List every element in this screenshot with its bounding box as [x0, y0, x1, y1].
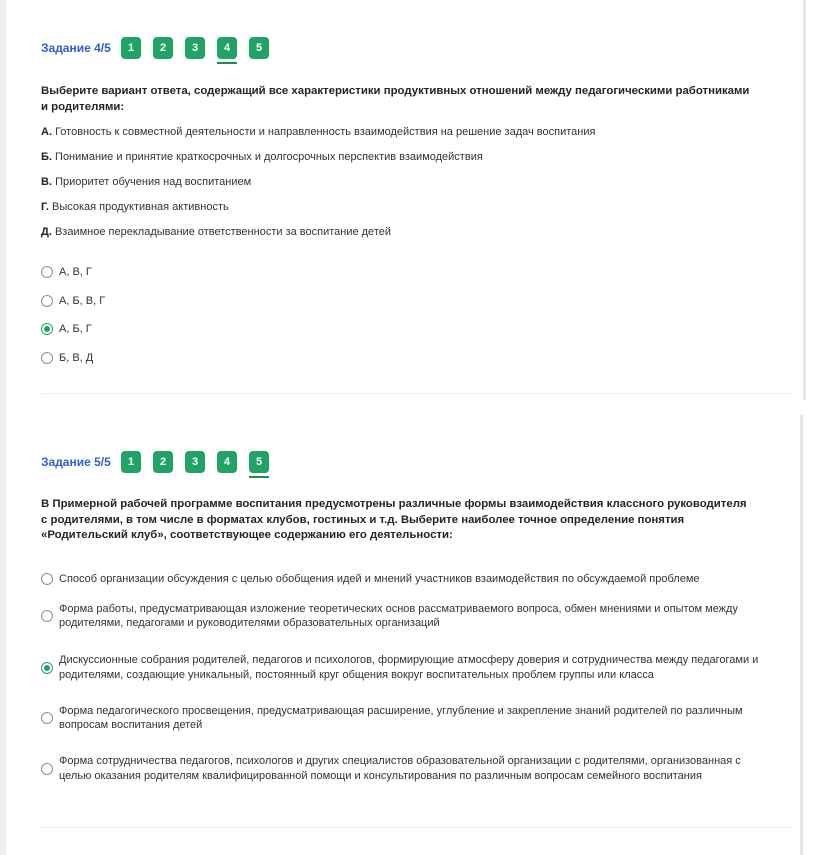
radio-button[interactable] — [41, 712, 53, 724]
radio-button[interactable] — [41, 610, 53, 622]
answer-option[interactable]: Дискуссионные собрания родителей, педагогов и психологов, формирующие атмосферу доверия и сотрудничества между педагогами и родителями, создающие уникальный, постоянный круг общения вокруг воспитательных проблем группы или класса — [41, 644, 761, 691]
radio-button[interactable] — [41, 573, 53, 585]
radio-button[interactable] — [41, 266, 53, 278]
question-nav-3[interactable]: 3 — [185, 37, 205, 59]
statement-item: В. Приоритет обучения над воспитанием — [41, 176, 252, 188]
answer-option[interactable]: Форма сотрудничества педагогов, психологов и других специалистов образовательной организации с родителями, организованная с целью оказания родителям квалифицированной помощи и консультирования по различным вопросам семейного воспитания — [41, 745, 761, 792]
statement-item: Б. Понимание и принятие краткосрочных и долгосрочных перспектив взаимодействия — [41, 151, 483, 163]
right-border — [803, 0, 806, 400]
question-nav-2[interactable]: 2 — [153, 451, 173, 473]
right-border — [800, 415, 803, 855]
task-header — [41, 37, 281, 59]
answer-option[interactable]: А, В, Г — [41, 258, 761, 287]
answer-option[interactable]: А, Б, Г — [41, 315, 761, 344]
statement-item: Г. Высокая продуктивная активность — [41, 201, 229, 213]
question-nav-1[interactable]: 1 — [121, 37, 141, 59]
divider — [41, 393, 793, 394]
question-nav-3[interactable]: 3 — [185, 451, 205, 473]
task-title: Задание 5/5 — [41, 455, 111, 469]
radio-button[interactable] — [41, 763, 53, 775]
radio-button[interactable] — [41, 352, 53, 364]
divider — [41, 827, 790, 828]
statement-item: А. Готовность к совместной деятельности и направленность взаимодействия на решение задач воспитания — [41, 126, 596, 138]
answer-option[interactable]: Способ организации обсуждения с целью обобщения идей и мнений участников взаимодействия по обсуждаемой проблеме — [41, 569, 761, 589]
task-title: Задание 4/5 — [41, 41, 111, 55]
task-card-4 — [6, 0, 803, 400]
question-nav-5[interactable]: 5 — [249, 451, 269, 473]
answer-option[interactable]: Форма работы, предусматривающая изложение теоретических основ рассматриваемого вопроса, обмен мнениями и опытом между родителями, педагогами и руководителями образовательных организаций — [41, 600, 761, 632]
task-header — [41, 451, 281, 473]
answer-options — [41, 258, 761, 372]
answer-option[interactable]: Форма педагогического просвещения, предусматривающая расширение, углубление и закрепление знаний родителей по различным вопросам воспитания детей — [41, 702, 761, 734]
question-nav-2[interactable]: 2 — [153, 37, 173, 59]
answer-options — [41, 569, 761, 792]
question-nav-5[interactable]: 5 — [249, 37, 269, 59]
radio-button[interactable] — [41, 295, 53, 307]
radio-button-selected[interactable] — [41, 662, 53, 674]
answer-option[interactable]: А, Б, В, Г — [41, 287, 761, 316]
statement-list — [41, 125, 761, 250]
question-nav-4[interactable]: 4 — [217, 37, 237, 59]
question-nav-1[interactable]: 1 — [121, 451, 141, 473]
question-text: Выберите вариант ответа, содержащий все характеристики продуктивных отношений между педагогическими работниками и родителями: — [41, 85, 750, 113]
question-nav-4[interactable]: 4 — [217, 451, 237, 473]
statement-item: Д. Взаимное перекладывание ответственности за воспитание детей — [41, 226, 391, 238]
radio-button-selected[interactable] — [41, 323, 53, 335]
answer-option[interactable]: Б, В, Д — [41, 344, 761, 373]
question-text: В Примерной рабочей программе воспитания предусмотрены различные формы взаимодействия классного руководителя с родителями, в том числе в форматах клубов, гостиных и т.д. Выберите наиболее точное определение понятия «Родительский клуб», соответствующее содержанию его деятельности: — [41, 498, 747, 541]
task-card-5 — [6, 415, 800, 855]
